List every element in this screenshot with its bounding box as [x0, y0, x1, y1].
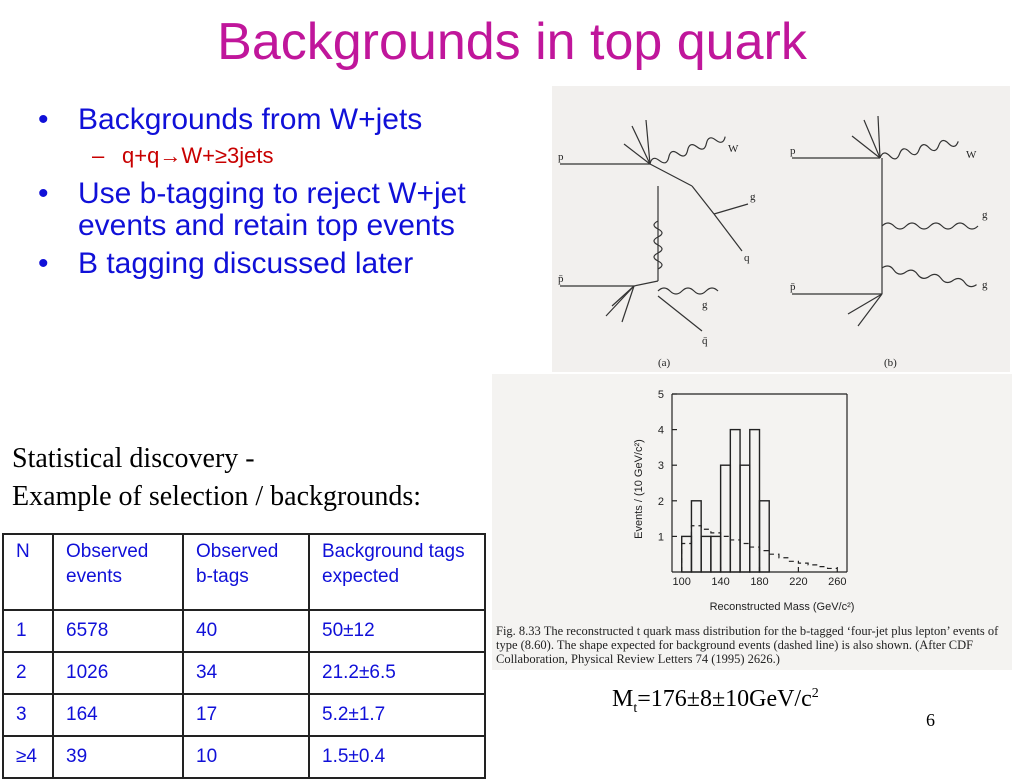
x-tick-label: 100: [672, 576, 691, 588]
y-axis-label: Events / (10 GeV/c²): [633, 439, 645, 539]
label-qbar: q̄: [702, 335, 708, 347]
mass-superscript: 2: [811, 686, 819, 701]
bullet-item: [30, 104, 470, 136]
y-tick-label: 4: [657, 424, 664, 437]
label-g: g: [702, 299, 708, 311]
histogram-bar: [682, 536, 692, 572]
label-pbar: p̄: [558, 273, 564, 285]
label-g: g: [982, 279, 988, 291]
y-tick-label: 3: [657, 460, 664, 473]
mass-subscript: t: [633, 700, 638, 716]
mass-histogram-figure: [492, 374, 1012, 670]
label-g: g: [982, 209, 988, 221]
table-header-cell: Observed b-tags: [183, 534, 309, 610]
x-axis-label: Reconstructed Mass (GeV/c²): [709, 601, 855, 613]
table-cell: 1.5±0.4: [309, 736, 485, 778]
table-cell: 34: [183, 652, 309, 694]
bullet-dot-icon: •: [38, 177, 49, 210]
x-tick-label: 180: [750, 576, 769, 588]
y-tick-label: 5: [657, 389, 664, 401]
bullet-item: [30, 248, 470, 280]
label-w: W: [966, 149, 977, 161]
table-header-row: [3, 534, 485, 610]
table-cell: 164: [53, 694, 183, 736]
table-cell: 40: [183, 610, 309, 652]
label-pbar: p̄: [790, 281, 796, 293]
stat-line-1: Statistical discovery -: [12, 443, 255, 474]
y-tick-label: 2: [657, 495, 664, 508]
feynman-diagram-figure: [552, 86, 1010, 372]
label-q: q: [744, 252, 750, 264]
label-p: p: [790, 145, 796, 157]
bullet-dot-icon: •: [38, 247, 49, 280]
histogram-bar: [750, 430, 760, 572]
x-tick-label: 220: [789, 576, 808, 588]
label-g: g: [750, 191, 756, 203]
figure-caption: Fig. 8.33 The reconstructed t quark mass distribution for the b-tagged ‘four-jet plus lepton’ events of type (8.60). The shape expected for background events (dashed line) is also shown. (After CDF Collaboration, Physical Review Letters 74 (1995) 2626.): [496, 624, 999, 666]
x-tick-label: 140: [711, 576, 730, 588]
x-tick-label: 260: [828, 576, 847, 588]
feynman-diagram-svg: [552, 86, 1010, 372]
stat-line-2: Example of selection / backgrounds:: [12, 481, 421, 512]
bullet-list: [30, 104, 470, 286]
dash-icon: –: [92, 143, 105, 168]
label-a: (a): [658, 357, 671, 369]
histogram-bar: [760, 501, 770, 572]
table-cell: 21.2±6.5: [309, 652, 485, 694]
table-cell: 10: [183, 736, 309, 778]
bullet-text: Backgrounds from W+jets: [78, 103, 423, 136]
table-cell: 1026: [53, 652, 183, 694]
table-row: [3, 652, 485, 694]
bullet-text: B tagging discussed later: [78, 247, 414, 280]
table-cell: 5.2±1.7: [309, 694, 485, 736]
table-row: [3, 694, 485, 736]
table-cell: 3: [3, 694, 53, 736]
table-cell: 50±12: [309, 610, 485, 652]
table-cell: ≥4: [3, 736, 53, 778]
label-b: (b): [884, 357, 897, 369]
mass-symbol: M: [612, 686, 634, 712]
sub-bullet-text: q+q→W+≥3jets: [122, 143, 274, 168]
page-number: 6: [926, 710, 935, 730]
table-cell: 39: [53, 736, 183, 778]
y-tick-label: 1: [657, 531, 664, 544]
histogram-bar: [701, 536, 711, 572]
mass-histogram-svg: [492, 374, 1012, 624]
histogram-bar: [740, 465, 750, 572]
histogram-bar: [721, 465, 731, 572]
histogram-bar: [691, 501, 701, 572]
table-cell: 2: [3, 652, 53, 694]
label-w: W: [728, 143, 739, 155]
table-header-cell: Background tags expected: [309, 534, 485, 610]
bullet-text: Use b-tagging to reject W+jet events and retain top events: [78, 177, 466, 242]
bullet-item: [30, 178, 470, 242]
mass-value: =176±8±10GeV/c: [637, 686, 812, 712]
sub-bullet-item: [30, 142, 470, 170]
label-p: p: [558, 151, 564, 163]
page-title: Backgrounds in top quark: [217, 13, 807, 71]
selection-table: [2, 533, 486, 779]
table-cell: 6578: [53, 610, 183, 652]
table-row: [3, 736, 485, 778]
table-row: [3, 610, 485, 652]
table-cell: 1: [3, 610, 53, 652]
top-mass-result: [612, 686, 819, 717]
table-header-cell: Observed events: [53, 534, 183, 610]
table-header-cell: N: [3, 534, 53, 610]
histogram-bar: [730, 430, 740, 572]
table-cell: 17: [183, 694, 309, 736]
histogram-bar: [711, 536, 721, 572]
bullet-dot-icon: •: [38, 103, 49, 136]
statistical-discovery-text: [12, 440, 421, 516]
